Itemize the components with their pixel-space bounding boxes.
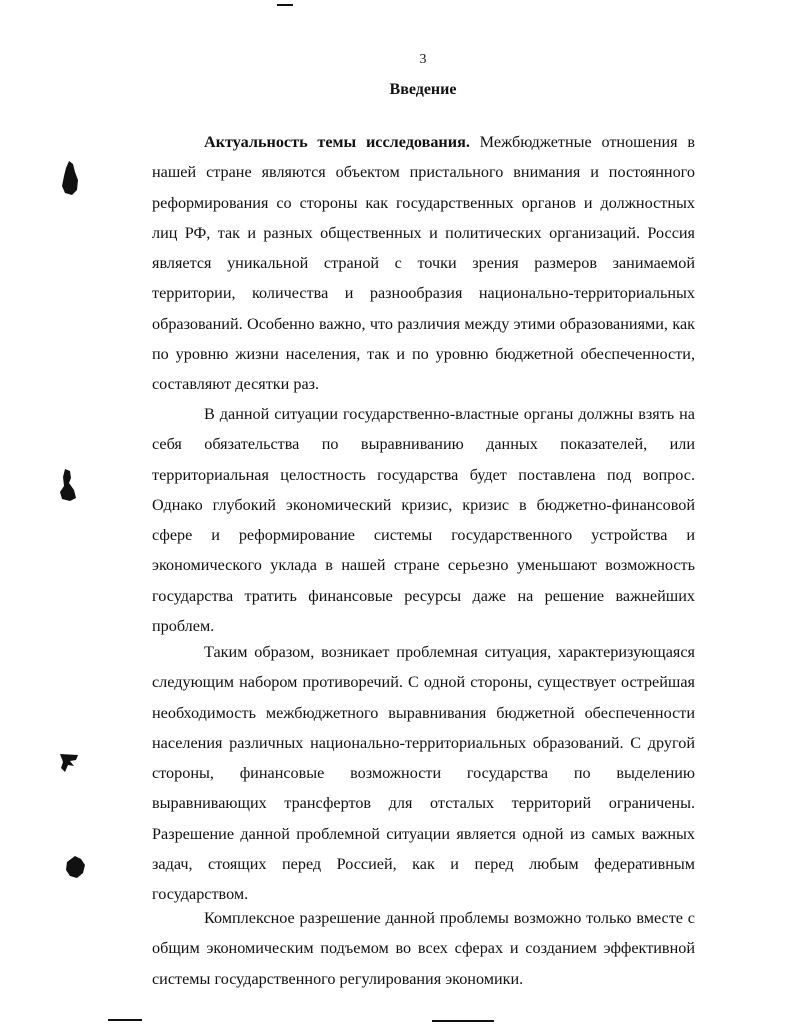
scan-mark-bottom-left [108,1019,142,1021]
page-number: 3 [419,52,427,67]
paragraph-text: Таким образом, возникает проблемная ситуация, характеризующаяся следующим набором противоречий. С одной стороны, существует острейшая необходимость межбюджетного выравнивания бюджетной обеспеченности населения различных национально-территориальных образований. С другой стороны, финансовые возможности государства по выделению выравнивающих трансфертов для отсталых территорий ограничены. Разрешение данной проблемной ситуации является одной из самых важных задач, стоящих перед Россией, как и перед любым федеративным государством. [152,643,695,904]
margin-ink-blot-1 [60,160,80,196]
margin-ink-blot-4 [64,855,86,879]
margin-ink-blot-3 [58,752,80,774]
margin-ink-blot-2 [58,468,78,502]
paragraph-1 [152,127,695,400]
paragraph-lead: Актуальность темы исследования. [204,133,470,151]
paragraph-2 [152,399,695,641]
paragraph-4 [152,903,695,994]
scan-mark-top [277,4,293,6]
section-heading: Введение [389,81,457,98]
paragraph-text: Межбюджетные отношения в нашей стране являются объектом пристального внимания и постоянного реформирования со стороны как государственных органов и должностных лиц РФ, так и разных общественных и политических организаций. Россия является уникальной страной с точки зрения размеров занимаемой территории, количества и разнообразия национально-территориальных образований. Особенно важно, что различия между этими образованиями, как по уровню жизни населения, так и по уровню бюджетной обеспеченности, составляют десятки раз. [152,133,695,394]
paragraph-3 [152,637,695,910]
paragraph-text: В данной ситуации государственно-властные органы должны взять на себя обязательства по выравниванию данных показателей, или территориальная целостность государства будет поставлена под вопрос. Однако глубокий экономический кризис, кризис в бюджетно-финансовой сфере и реформирование системы государственного устройства и экономического уклада в нашей стране серьезно уменьшают возможность государства тратить финансовые ресурсы даже на решение важнейших проблем. [152,405,695,636]
paragraph-text: Комплексное разрешение данной проблемы возможно только вместе с общим экономическим подъемом во всех сферах и созданием эффективной системы государственного регулирования экономики. [152,909,695,988]
scan-mark-bottom-center [432,1020,494,1022]
